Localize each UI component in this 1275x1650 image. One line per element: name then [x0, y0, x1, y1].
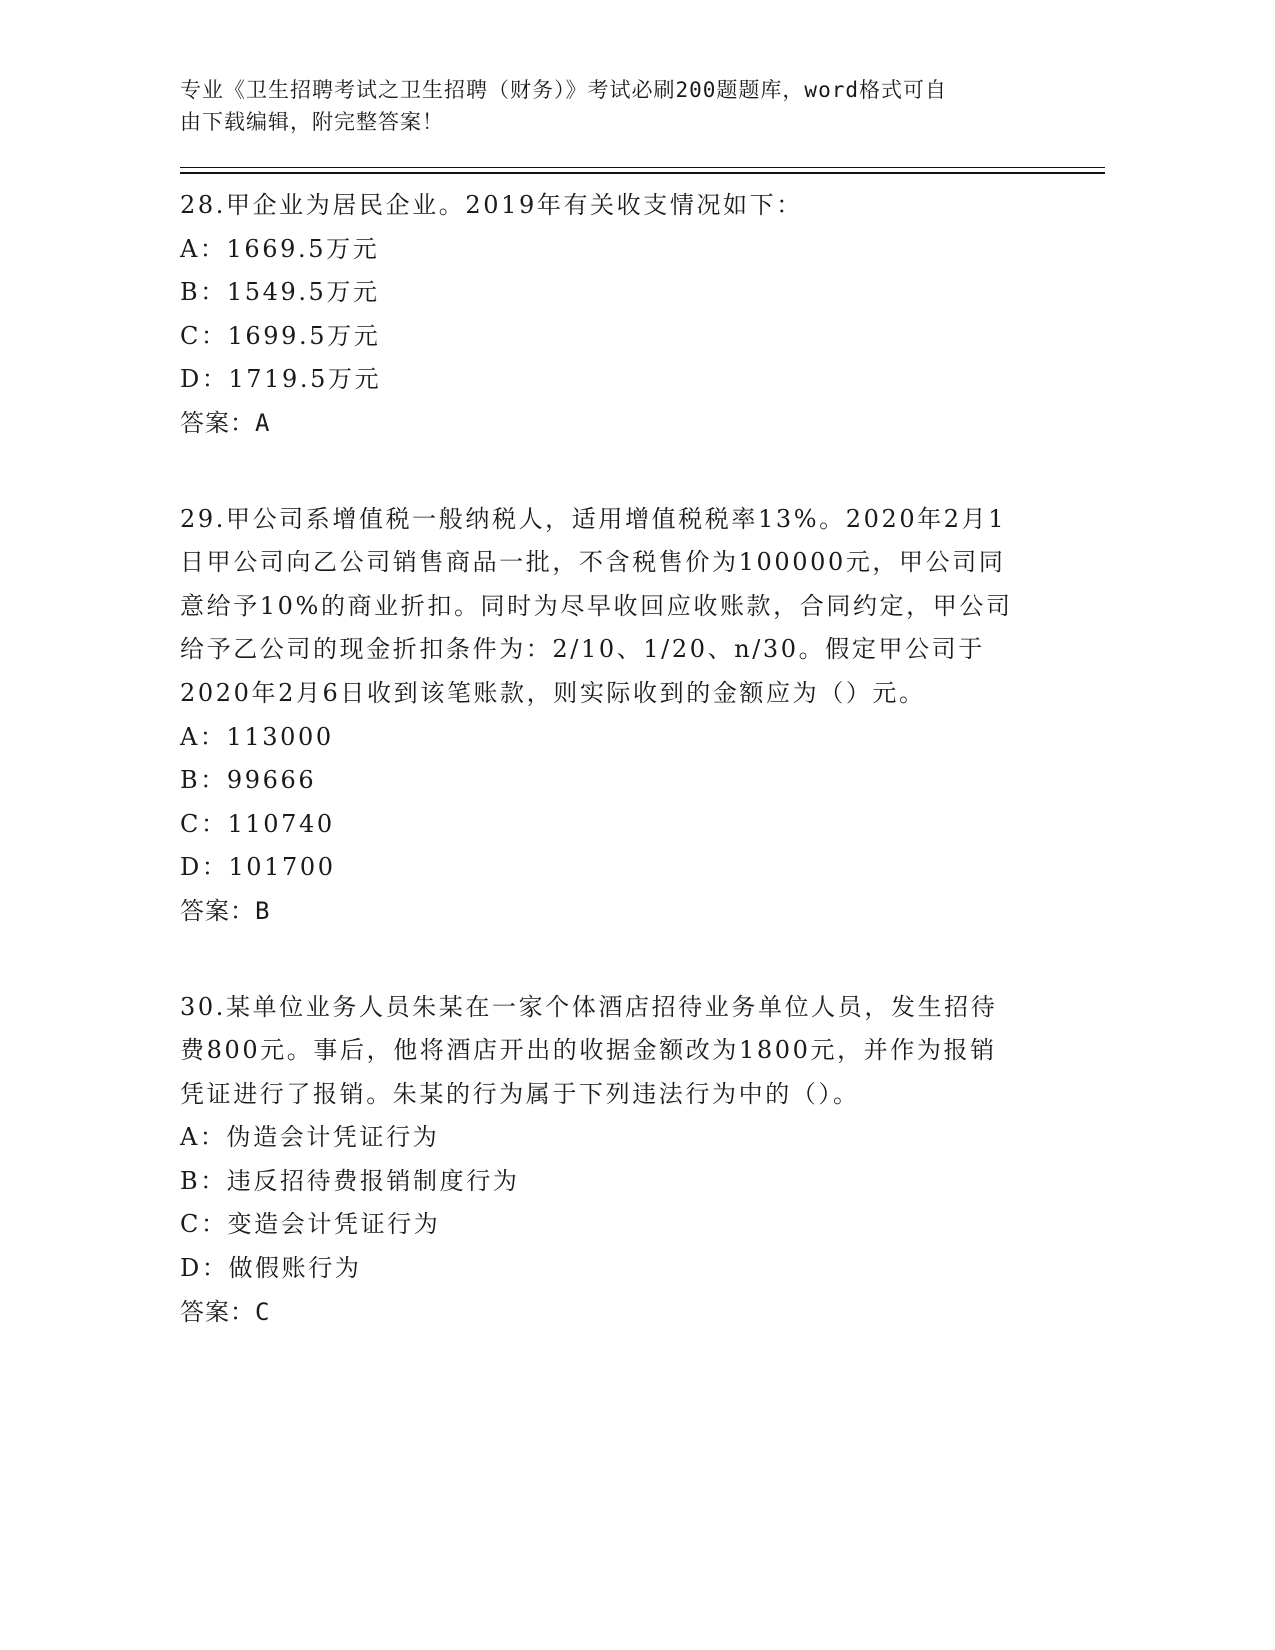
option-c: C：变造会计凭证行为	[180, 1210, 441, 1239]
question-stem-line: 意给予10%的商业折扣。同时为尽早收回应收账款，合同约定，甲公司	[180, 591, 1013, 620]
option-d: D：1719.5万元	[180, 365, 382, 394]
header-divider-thin	[180, 167, 1105, 168]
answer-label: 答案：C	[180, 1297, 271, 1326]
header-line-1: 专业《卫生招聘考试之卫生招聘（财务）》考试必刷200题题库，word格式可自	[180, 78, 947, 102]
question-stem-line: 日甲公司向乙公司销售商品一批，不含税售价为100000元，甲公司同	[180, 548, 1006, 577]
answer-label: 答案：A	[180, 408, 271, 437]
answer-label: 答案：B	[180, 896, 271, 925]
header-divider-thick	[180, 172, 1105, 174]
option-a: A：113000	[180, 722, 334, 751]
question-list	[180, 184, 1060, 1386]
option-c: C：1699.5万元	[180, 321, 381, 350]
question-stem-line: 2020年2月6日收到该笔账款，则实际收到的金额应为（）元。	[180, 678, 926, 707]
header-line-2: 由下载编辑，附完整答案！	[180, 110, 444, 134]
option-a: A：1669.5万元	[180, 234, 380, 263]
question-30	[180, 986, 1060, 1335]
question-28	[180, 184, 1060, 446]
option-b: B：1549.5万元	[180, 278, 380, 307]
option-c: C：110740	[180, 809, 335, 838]
document-header	[180, 74, 1060, 138]
question-stem-line: 30.某单位业务人员朱某在一家个体酒店招待业务单位人员，发生招待	[180, 992, 998, 1021]
question-stem-line: 29.甲公司系增值税一般纳税人，适用增值税税率13%。2020年2月1	[180, 504, 1007, 533]
question-stem-line: 给予乙公司的现金折扣条件为：2/10、1/20、n/30。假定甲公司于	[180, 635, 985, 664]
option-d: D：101700	[180, 853, 336, 882]
question-stem-line: 凭证进行了报销。朱某的行为属于下列违法行为中的（）。	[180, 1079, 860, 1108]
option-b: B：违反招待费报销制度行为	[180, 1166, 520, 1195]
option-a: A：伪造会计凭证行为	[180, 1123, 440, 1152]
question-stem-line: 费800元。事后，他将酒店开出的收据金额改为1800元，并作为报销	[180, 1036, 997, 1065]
option-d: D：做假账行为	[180, 1254, 362, 1283]
option-b: B：99666	[180, 766, 317, 795]
question-stem-line: 28.甲企业为居民企业。2019年有关收支情况如下：	[180, 191, 803, 219]
question-29	[180, 498, 1060, 934]
